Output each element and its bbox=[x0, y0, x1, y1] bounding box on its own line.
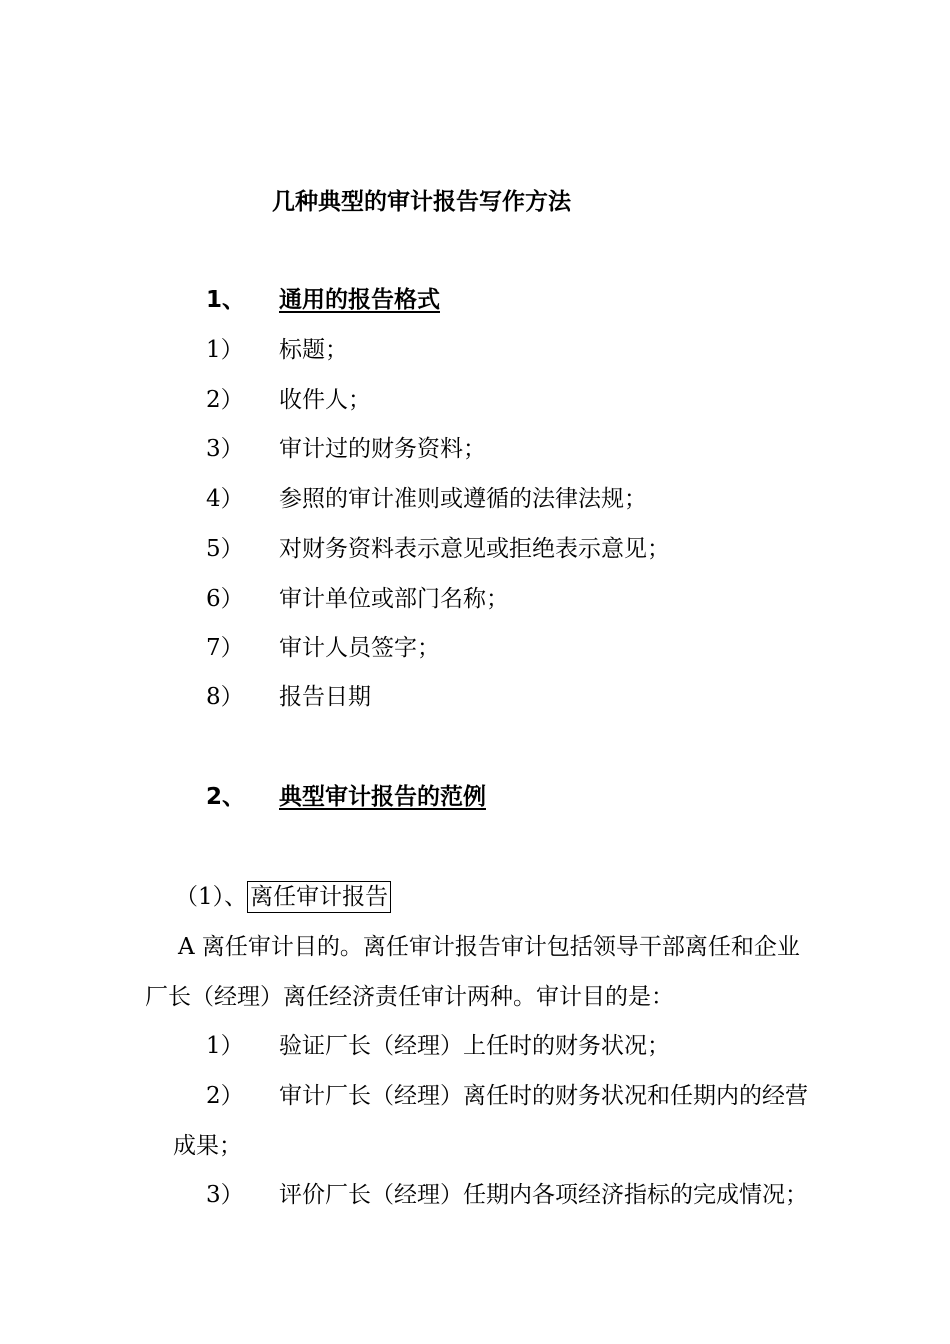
list-item bbox=[0, 479, 950, 519]
list-item bbox=[0, 529, 950, 569]
list-item-text: 对财务资料表示意见或拒绝表示意见； bbox=[279, 536, 670, 562]
list-item bbox=[0, 628, 950, 668]
list-item-number: 8） bbox=[206, 684, 244, 710]
list-item-number: 5） bbox=[206, 536, 244, 562]
subsection-prefix: （1）、 bbox=[175, 884, 248, 910]
list-item-text: 验证厂长（经理）上任时的财务状况； bbox=[279, 1033, 670, 1059]
list-item bbox=[0, 1076, 950, 1116]
list-item-number: 6） bbox=[206, 586, 244, 612]
list-item-text: 审计单位或部门名称； bbox=[279, 586, 509, 612]
list-item-number: 3） bbox=[206, 436, 244, 462]
list-item bbox=[0, 429, 950, 469]
section-number: 1、 bbox=[206, 287, 246, 313]
list-item-text: 报告日期 bbox=[279, 684, 371, 710]
paragraph-line-1: A 离任审计目的。离任审计报告审计包括领导干部离任和企业 bbox=[178, 934, 800, 960]
paragraph-line-2: 厂长（经理）离任经济责任审计两种。审计目的是： bbox=[145, 984, 674, 1010]
subsection-heading bbox=[175, 877, 391, 917]
subsection-boxed-title: 离任审计报告 bbox=[247, 881, 391, 913]
list-item-number: 7） bbox=[206, 635, 244, 661]
list-item-number: 2） bbox=[206, 387, 244, 413]
list-item bbox=[0, 380, 950, 420]
list-item-text: 审计过的财务资料； bbox=[279, 436, 486, 462]
section-heading-2 bbox=[0, 777, 950, 817]
list-item-number: 1） bbox=[206, 1033, 244, 1059]
list-item-text: 参照的审计准则或遵循的法律法规； bbox=[279, 486, 647, 512]
section-number: 2、 bbox=[206, 784, 246, 810]
list-item-number: 2） bbox=[206, 1083, 244, 1109]
list-item-text: 评价厂长（经理）任期内各项经济指标的完成情况； bbox=[279, 1182, 808, 1208]
list-item-text: 收件人； bbox=[279, 387, 371, 413]
list-item-continuation: 成果； bbox=[173, 1133, 242, 1159]
list-item-text: 审计厂长（经理）离任时的财务状况和任期内的经营 bbox=[279, 1083, 808, 1109]
list-item-text: 审计人员签字； bbox=[279, 635, 440, 661]
section-heading-text: 典型审计报告的范例 bbox=[279, 784, 486, 810]
list-item-number: 3） bbox=[206, 1182, 244, 1208]
section-heading-1 bbox=[0, 280, 950, 320]
list-item-number: 4） bbox=[206, 486, 244, 512]
list-item bbox=[0, 579, 950, 619]
section-heading-text: 通用的报告格式 bbox=[279, 287, 440, 313]
list-item bbox=[0, 1026, 950, 1066]
list-item bbox=[0, 330, 950, 370]
list-item bbox=[0, 1175, 950, 1215]
document-title: 几种典型的审计报告写作方法 bbox=[272, 189, 571, 215]
list-item bbox=[0, 677, 950, 717]
list-item-text: 标题； bbox=[279, 337, 348, 363]
list-item-number: 1） bbox=[206, 337, 244, 363]
